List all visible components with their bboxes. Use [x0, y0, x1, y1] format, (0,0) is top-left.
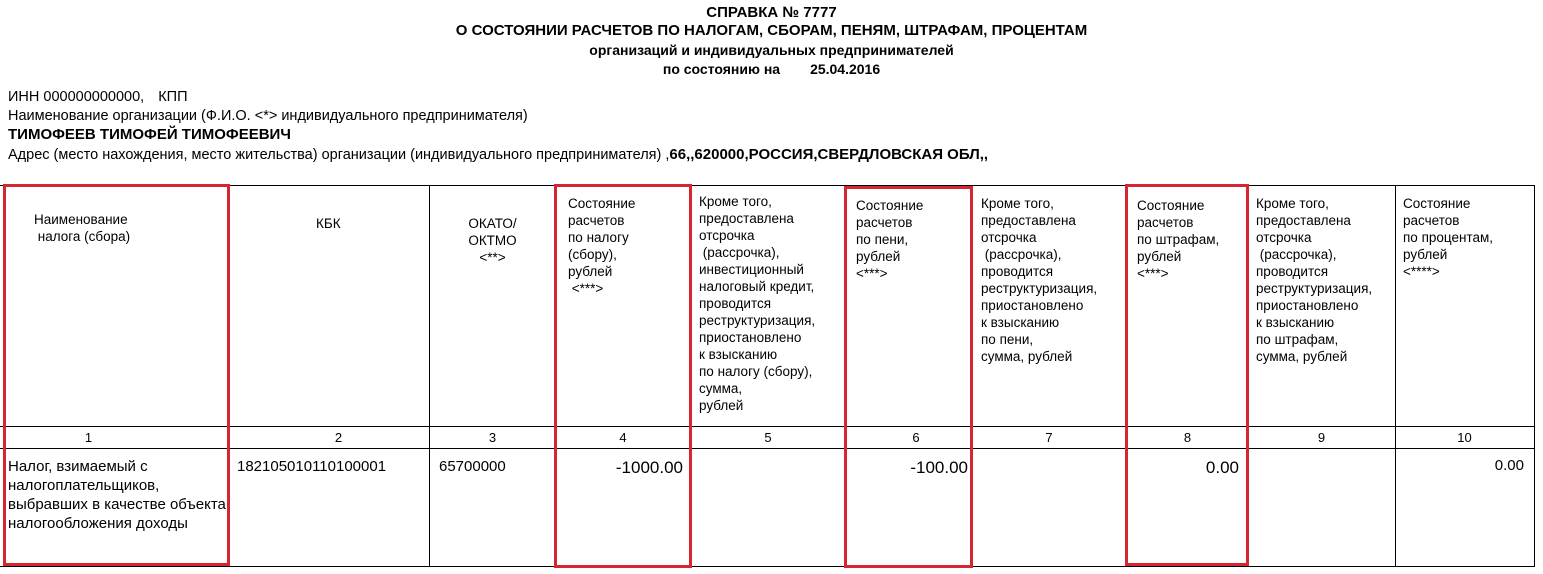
address-value: 66,,620000,РОССИЯ,СВЕРДЛОВСКАЯ ОБЛ,,	[669, 146, 989, 163]
highlight-box-tax-balance	[554, 184, 692, 568]
col-number-3: 3	[488, 430, 497, 445]
header-kbk: КБК	[316, 216, 341, 231]
as-of-line	[0, 61, 1543, 77]
header-okato: ОКАТО/ ОКТМО <**>	[468, 216, 517, 265]
cell-penalty-balance: -100.00	[910, 458, 968, 477]
col-line	[1534, 185, 1535, 567]
highlight-box-fine-balance	[1125, 184, 1249, 566]
col-number-1: 1	[84, 430, 93, 445]
cell-tax-name: Налог, взимаемый с налогоплательщиков, выбравших в качестве объекта налогообложения доходы	[8, 458, 226, 532]
header-penalty-deferred: Кроме того, предоставлена отсрочка (рассрочка), проводится реструктуризация, приостановлено к взысканию по пени, сумма, рублей	[981, 196, 1098, 364]
inn-value: ИНН 000000000000,	[8, 89, 145, 105]
inn-line	[8, 89, 188, 105]
cell-okato: 65700000	[439, 458, 506, 475]
org-label: Наименование организации (Ф.И.О. <*> индивидуального предпринимателя)	[8, 108, 528, 124]
header-fine-deferred: Кроме того, предоставлена отсрочка (рассрочка), проводится реструктуризация, приостановлено к взысканию по штрафам, сумма, рублей	[1256, 196, 1373, 364]
col-number-5: 5	[764, 430, 772, 445]
cell-kbk: 18210501011010000​1	[237, 458, 387, 475]
header-interest-balance: Состояние расчетов по процентам, рублей <****>	[1403, 196, 1494, 279]
col-line	[1395, 185, 1396, 567]
table-top-border	[0, 185, 1535, 186]
address-line	[8, 146, 988, 163]
document-subtitle-2: организаций и индивидуальных предпринимателей	[589, 42, 954, 58]
col-number-9: 9	[1317, 430, 1326, 445]
highlight-box-penalty-balance	[844, 186, 973, 568]
col-number-8: 8	[1183, 430, 1192, 445]
address-label: Адрес (место нахождения, место жительства) организации (индивидуального предпринимателя) ,	[8, 147, 670, 163]
table-bottom-border	[0, 566, 1535, 567]
as-of-label: по состоянию на	[662, 61, 781, 77]
header-tax-name: Наименование налога (сбора)	[34, 212, 131, 244]
document-subtitle: О СОСТОЯНИИ РАСЧЕТОВ ПО НАЛОГАМ, СБОРАМ, ПЕНЯМ, ШТРАФАМ, ПРОЦЕНТАМ	[455, 22, 1088, 39]
kpp-label: КПП	[158, 89, 188, 105]
header-penalty-balance: Состояние расчетов по пени, рублей <***>	[856, 198, 924, 281]
col-number-2: 2	[334, 430, 343, 445]
col-number-4: 4	[619, 430, 627, 445]
header-fine-balance: Состояние расчетов по штрафам, рублей <***>	[1137, 198, 1220, 281]
document-title: СПРАВКА № 7777	[706, 4, 837, 21]
col-number-6: 6	[912, 430, 920, 445]
header-tax-deferred: Кроме того, предоставлена отсрочка (рассрочка), инвестиционный налоговый кредит, проводится реструктуризация, приостановлено к взысканию по налогу (сбору), сумма, рублей	[699, 194, 816, 413]
header-tax-balance: Состояние расчетов по налогу (сбору), рублей <***>	[568, 196, 636, 296]
cell-fine-balance: 0.00	[1205, 458, 1239, 477]
highlight-box-tax-name	[3, 184, 230, 566]
col-number-7: 7	[1045, 430, 1053, 445]
col-number-10: 10	[1457, 430, 1472, 445]
cell-tax-balance: -1000.00	[615, 458, 683, 477]
org-name: ТИМОФЕЕВ ТИМОФЕЙ ТИМОФЕЕВИЧ	[8, 126, 291, 143]
as-of-date: 25.04.2016	[810, 61, 881, 77]
cell-interest-balance: 0.00	[1494, 457, 1524, 474]
number-row-divider	[0, 448, 1535, 449]
header-divider	[0, 426, 1535, 427]
